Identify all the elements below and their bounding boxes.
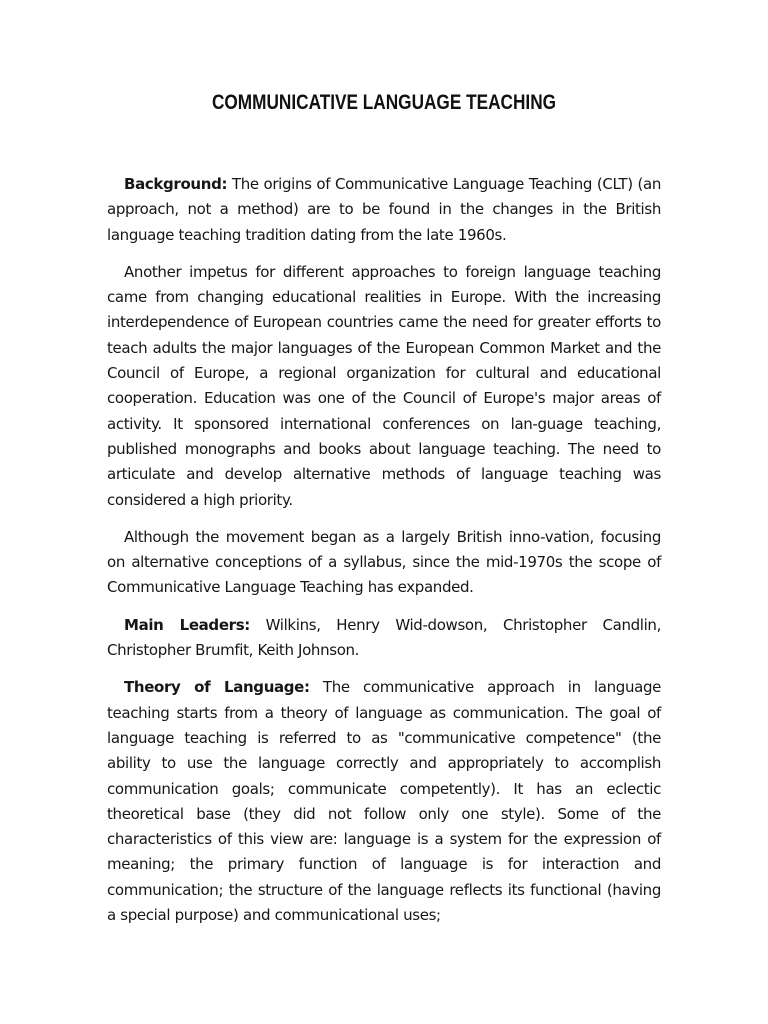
page-title: COMMUNICATIVE LANGUAGE TEACHING	[211, 91, 557, 114]
paragraph-text: Although the movement began as a largely British inno-vation, focusing on alternative conceptions of a syllabus, since the mid-1970s the scope of Communicative Language Teaching has expanded.	[107, 527, 661, 597]
paragraph-theory-of-language	[107, 675, 661, 928]
document-body	[107, 172, 661, 928]
paragraph-background	[107, 172, 661, 248]
paragraph-lead: Theory of Language:	[124, 678, 310, 697]
paragraph-impetus	[107, 260, 661, 513]
paragraph-lead: Main Leaders:	[124, 615, 250, 634]
paragraph-main-leaders	[107, 613, 661, 664]
paragraph-text: The communicative approach in language teaching starts from a theory of language as communication. The goal of language teaching is referred to as "communicative competence" (the ability to use the language correctly and appropriately to accomplish communication goals; communicate competently). It has an eclectic theoretical base (they did not follow only one style). Some of the characteristics of this view are: language is a system for the expression of meaning; the primary function of language is for interaction and communication; the structure of the language reflects its functional (having a special purpose) and communicational uses;	[107, 678, 662, 925]
paragraph-text: Another impetus for different approaches to foreign language teaching came from changing educational realities in Europe. With the increasing interdependence of European countries came the need for greater efforts to teach adults the major languages of the European Common Market and the Council of Europe, a regional organization for cultural and educational cooperation. Education was one of the Council of Europe's major areas of activity. It sponsored international conferences on lan-guage teaching, published monographs and books about language teaching. The need to articulate and develop alternative methods of language teaching was considered a high priority.	[107, 262, 661, 509]
paragraph-text: The origins of Communicative Language Teaching (CLT) (an approach, not a method) are to be found in the changes in the British language teaching tradition dating from the late 1960s.	[107, 175, 661, 244]
paragraph-movement	[107, 525, 661, 601]
paragraph-text: Wilkins, Henry Wid-dowson, Christopher Candlin, Christopher Brumfit, Keith Johnson.	[107, 615, 661, 660]
paragraph-lead: Background:	[124, 175, 228, 193]
